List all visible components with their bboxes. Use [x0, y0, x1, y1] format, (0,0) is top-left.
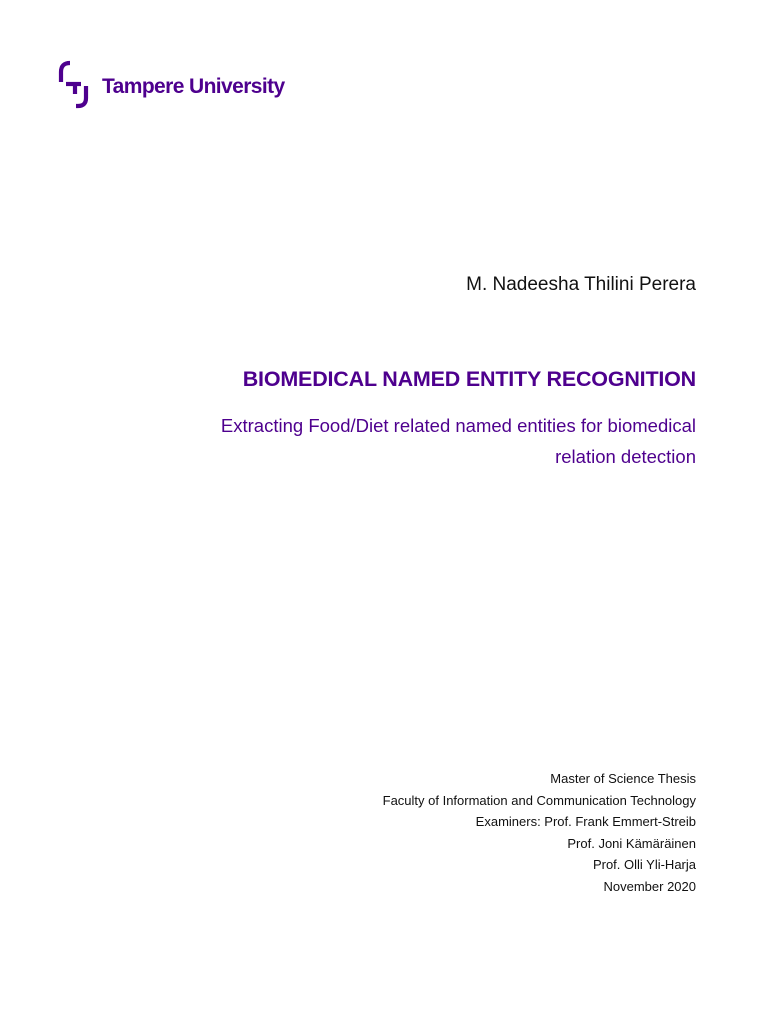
tampere-university-logo-icon	[58, 60, 98, 110]
subtitle-line-1: Extracting Food/Diet related named entities for biomedical	[220, 415, 696, 436]
thesis-metadata	[383, 768, 696, 897]
logo-text: Tampere University	[102, 74, 285, 98]
degree-type: Master of Science Thesis	[550, 771, 696, 786]
author-name: M. Nadeesha Thilini Perera	[466, 274, 696, 295]
university-logo	[58, 60, 285, 110]
examiner-secondary: Prof. Joni Kämäräinen	[567, 835, 696, 851]
examiner-tertiary: Prof. Olli Yli-Harja	[592, 857, 696, 872]
examiner-primary: Examiners: Prof. Frank Emmert-Streib	[475, 814, 696, 829]
subtitle-line-2: relation detection	[555, 446, 696, 467]
thesis-date: November 2020	[603, 878, 696, 894]
thesis-title: BIOMEDICAL NAMED ENTITY RECOGNITION	[242, 367, 696, 391]
thesis-subtitle	[136, 410, 696, 472]
faculty-name: Faculty of Information and Communication Technology	[382, 792, 696, 808]
